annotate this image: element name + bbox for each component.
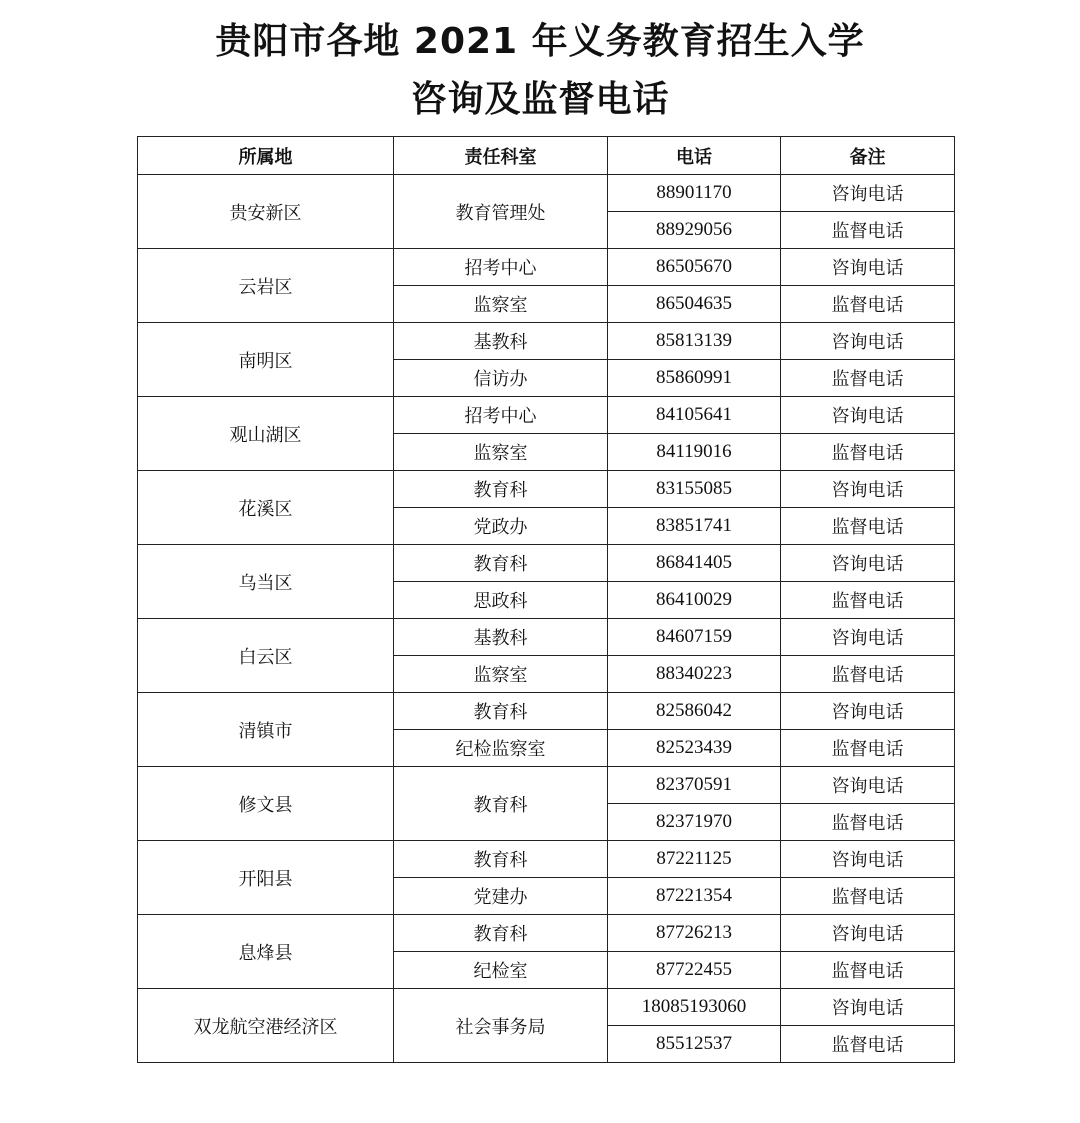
note-cell: 监督电话	[781, 508, 955, 545]
note-cell: 咨询电话	[781, 175, 955, 212]
header-area: 所属地	[138, 137, 394, 175]
phone-cell: 85813139	[608, 323, 781, 360]
department-cell: 信访办	[394, 360, 608, 397]
note-cell: 咨询电话	[781, 767, 955, 804]
phone-cell: 84607159	[608, 619, 781, 656]
note-cell: 监督电话	[781, 434, 955, 471]
phone-cell: 84119016	[608, 434, 781, 471]
note-cell: 咨询电话	[781, 989, 955, 1026]
table-row	[138, 249, 955, 286]
department-cell: 纪检监察室	[394, 730, 608, 767]
note-cell: 监督电话	[781, 878, 955, 915]
phone-cell: 83851741	[608, 508, 781, 545]
department-cell: 招考中心	[394, 249, 608, 286]
note-cell: 咨询电话	[781, 619, 955, 656]
phone-cell: 85512537	[608, 1026, 781, 1063]
phone-cell: 82586042	[608, 693, 781, 730]
department-cell: 监察室	[394, 286, 608, 323]
area-cell: 修文县	[138, 767, 394, 841]
phone-cell: 82371970	[608, 804, 781, 841]
phone-cell: 87726213	[608, 915, 781, 952]
area-cell: 观山湖区	[138, 397, 394, 471]
phone-cell: 88901170	[608, 175, 781, 212]
department-cell: 社会事务局	[394, 989, 608, 1063]
department-cell: 思政科	[394, 582, 608, 619]
phone-cell: 88340223	[608, 656, 781, 693]
table-row	[138, 841, 955, 878]
phone-cell: 82370591	[608, 767, 781, 804]
note-cell: 监督电话	[781, 286, 955, 323]
phone-cell: 86505670	[608, 249, 781, 286]
table-row	[138, 545, 955, 582]
phone-cell: 87221125	[608, 841, 781, 878]
note-cell: 监督电话	[781, 1026, 955, 1063]
note-cell: 监督电话	[781, 656, 955, 693]
area-cell: 南明区	[138, 323, 394, 397]
note-cell: 咨询电话	[781, 841, 955, 878]
department-cell: 教育科	[394, 545, 608, 582]
note-cell: 咨询电话	[781, 693, 955, 730]
area-cell: 双龙航空港经济区	[138, 989, 394, 1063]
table-row	[138, 397, 955, 434]
header-department: 责任科室	[394, 137, 608, 175]
department-cell: 纪检室	[394, 952, 608, 989]
table-row	[138, 767, 955, 804]
contact-table	[137, 136, 955, 1063]
note-cell: 咨询电话	[781, 323, 955, 360]
department-cell: 教育科	[394, 471, 608, 508]
header-phone: 电话	[608, 137, 781, 175]
table-row	[138, 323, 955, 360]
department-cell: 教育管理处	[394, 175, 608, 249]
department-cell: 教育科	[394, 841, 608, 878]
phone-cell: 86410029	[608, 582, 781, 619]
department-cell: 教育科	[394, 915, 608, 952]
table-row	[138, 619, 955, 656]
area-cell: 乌当区	[138, 545, 394, 619]
area-cell: 白云区	[138, 619, 394, 693]
phone-cell: 84105641	[608, 397, 781, 434]
note-cell: 咨询电话	[781, 915, 955, 952]
note-cell: 监督电话	[781, 360, 955, 397]
note-cell: 监督电话	[781, 804, 955, 841]
note-cell: 监督电话	[781, 952, 955, 989]
department-cell: 基教科	[394, 323, 608, 360]
table-body	[138, 175, 955, 1063]
area-cell: 花溪区	[138, 471, 394, 545]
note-cell: 咨询电话	[781, 249, 955, 286]
area-cell: 息烽县	[138, 915, 394, 989]
department-cell: 监察室	[394, 434, 608, 471]
department-cell: 监察室	[394, 656, 608, 693]
phone-cell: 87221354	[608, 878, 781, 915]
page-title-line-1: 贵阳市各地 2021 年义务教育招生入学	[215, 21, 865, 62]
table-row	[138, 915, 955, 952]
area-cell: 清镇市	[138, 693, 394, 767]
phone-cell: 87722455	[608, 952, 781, 989]
note-cell: 监督电话	[781, 582, 955, 619]
phone-cell: 18085193060	[608, 989, 781, 1026]
department-cell: 基教科	[394, 619, 608, 656]
note-cell: 咨询电话	[781, 545, 955, 582]
page-title-line-2: 咨询及监督电话	[410, 79, 670, 120]
table-row	[138, 175, 955, 212]
table-row	[138, 989, 955, 1026]
department-cell: 教育科	[394, 767, 608, 841]
department-cell: 党建办	[394, 878, 608, 915]
phone-cell: 88929056	[608, 212, 781, 249]
phone-cell: 86841405	[608, 545, 781, 582]
phone-cell: 86504635	[608, 286, 781, 323]
area-cell: 贵安新区	[138, 175, 394, 249]
table-header-row	[138, 137, 955, 175]
area-cell: 开阳县	[138, 841, 394, 915]
note-cell: 监督电话	[781, 212, 955, 249]
department-cell: 招考中心	[394, 397, 608, 434]
note-cell: 监督电话	[781, 730, 955, 767]
department-cell: 党政办	[394, 508, 608, 545]
header-note: 备注	[781, 137, 955, 175]
table-row	[138, 471, 955, 508]
department-cell: 教育科	[394, 693, 608, 730]
phone-cell: 85860991	[608, 360, 781, 397]
area-cell: 云岩区	[138, 249, 394, 323]
phone-cell: 83155085	[608, 471, 781, 508]
note-cell: 咨询电话	[781, 397, 955, 434]
phone-cell: 82523439	[608, 730, 781, 767]
table-row	[138, 693, 955, 730]
note-cell: 咨询电话	[781, 471, 955, 508]
